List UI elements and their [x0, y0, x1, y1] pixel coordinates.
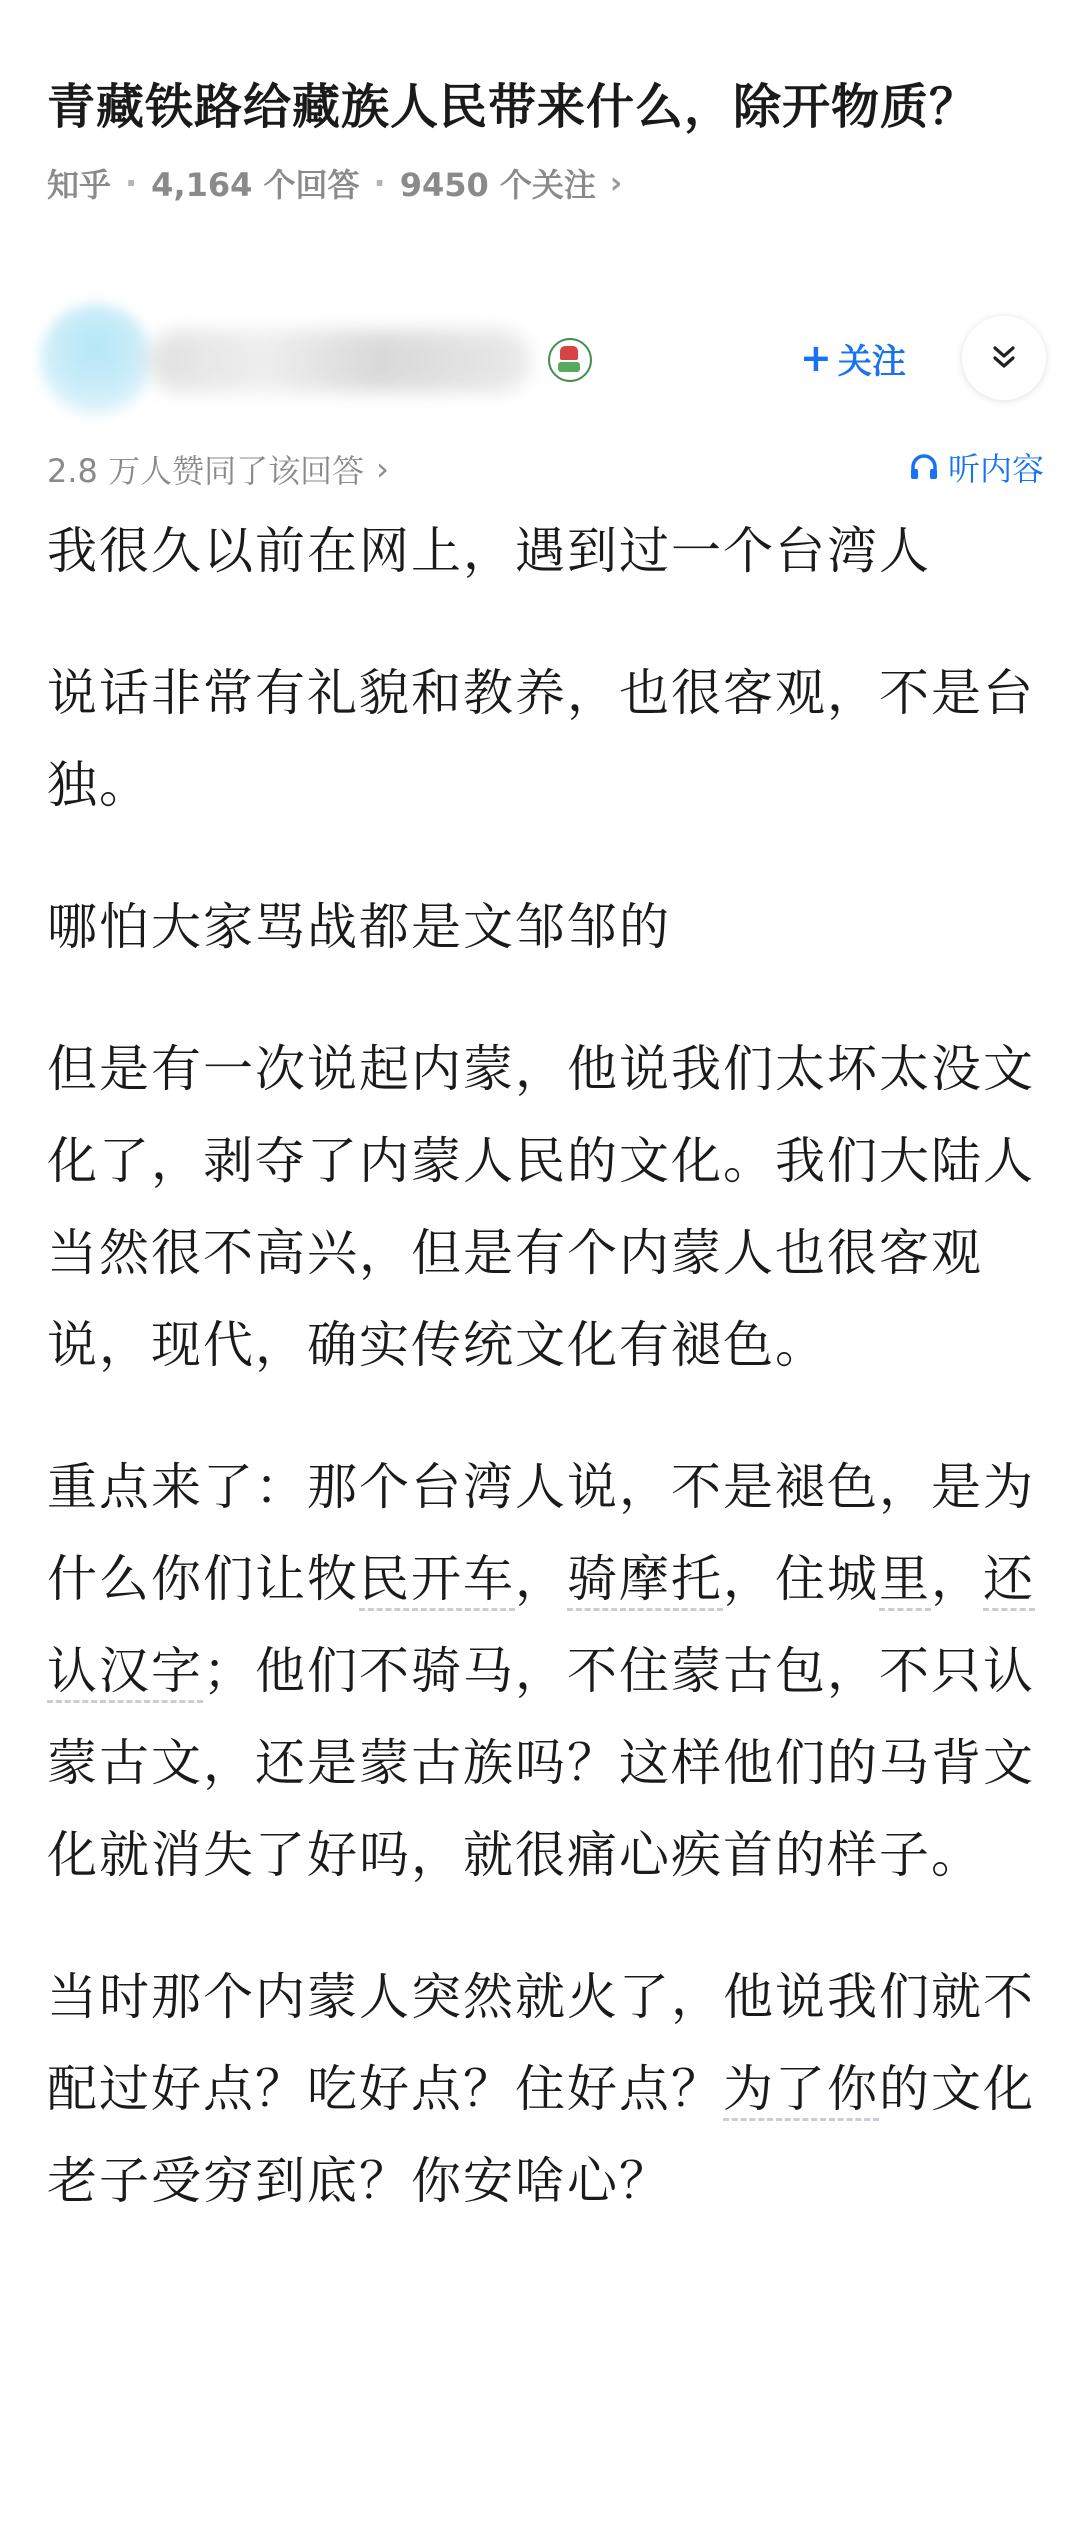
author-row	[0, 300, 1080, 420]
paragraph: 重点来了：那个台湾人说，不是褪色，是为什么你们让牧民开车，骑摩托，住城里，还认汉字；他们不骑马，不住蒙古包，不只认蒙古文，还是蒙古族吗？这样他们的马背文化就消失了好吗，就很痛心疾首的样子。	[47, 1458, 1035, 1884]
answer-content	[47, 505, 1047, 2227]
chevron-right-icon: ›	[609, 165, 623, 201]
headphones-icon	[908, 451, 940, 483]
collapse-button[interactable]	[962, 316, 1046, 400]
chevron-double-down-icon	[989, 343, 1019, 373]
paragraph: 当时那个内蒙人突然就火了，他说我们就不配过好点？吃好点？住好点？为了你的文化老子受穷到底？你安啥心？	[47, 1968, 1035, 2210]
source-label: 知乎	[47, 166, 112, 204]
chevron-right-icon: ›	[376, 450, 389, 488]
question-meta[interactable]	[47, 160, 622, 206]
underlined-phrase[interactable]: 里	[879, 1550, 931, 1611]
paragraph: 我很久以前在网上，遇到过一个台湾人	[47, 522, 931, 580]
author-name-blurred[interactable]	[150, 330, 530, 392]
followers-count: 9450 个关注	[399, 166, 596, 204]
badge-icon	[548, 338, 592, 382]
underlined-phrase[interactable]: 为了你	[723, 2060, 879, 2121]
follow-button[interactable]	[800, 330, 906, 386]
follow-label: 关注	[837, 341, 906, 382]
meta-separator: ·	[125, 164, 138, 202]
listen-button[interactable]	[908, 444, 1044, 490]
upvote-text: 2.8 万人赞同了该回答	[47, 452, 365, 490]
underlined-phrase[interactable]: 骑摩托	[567, 1550, 723, 1611]
plus-icon: +	[800, 336, 832, 380]
avatar[interactable]	[40, 304, 152, 416]
underlined-phrase[interactable]: 民开车	[359, 1550, 515, 1611]
listen-label: 听内容	[948, 450, 1045, 488]
meta-separator: ·	[373, 164, 386, 202]
paragraph: 哪怕大家骂战都是文邹邹的	[47, 898, 671, 956]
upvote-summary[interactable]	[47, 446, 389, 492]
question-title[interactable]: 青藏铁路给藏族人民带来什么，除开物质？	[47, 79, 979, 135]
paragraph: 但是有一次说起内蒙，他说我们太坏太没文化了，剥夺了内蒙人民的文化。我们大陆人当然很不高兴，但是有个内蒙人也很客观说，现代，确实传统文化有褪色。	[47, 1040, 1035, 1374]
answers-count: 4,164 个回答	[151, 166, 360, 204]
paragraph: 说话非常有礼貌和教养，也很客观，不是台独。	[47, 664, 1035, 814]
underlined-phrase[interactable]: 还认汉字	[47, 1550, 1035, 1703]
